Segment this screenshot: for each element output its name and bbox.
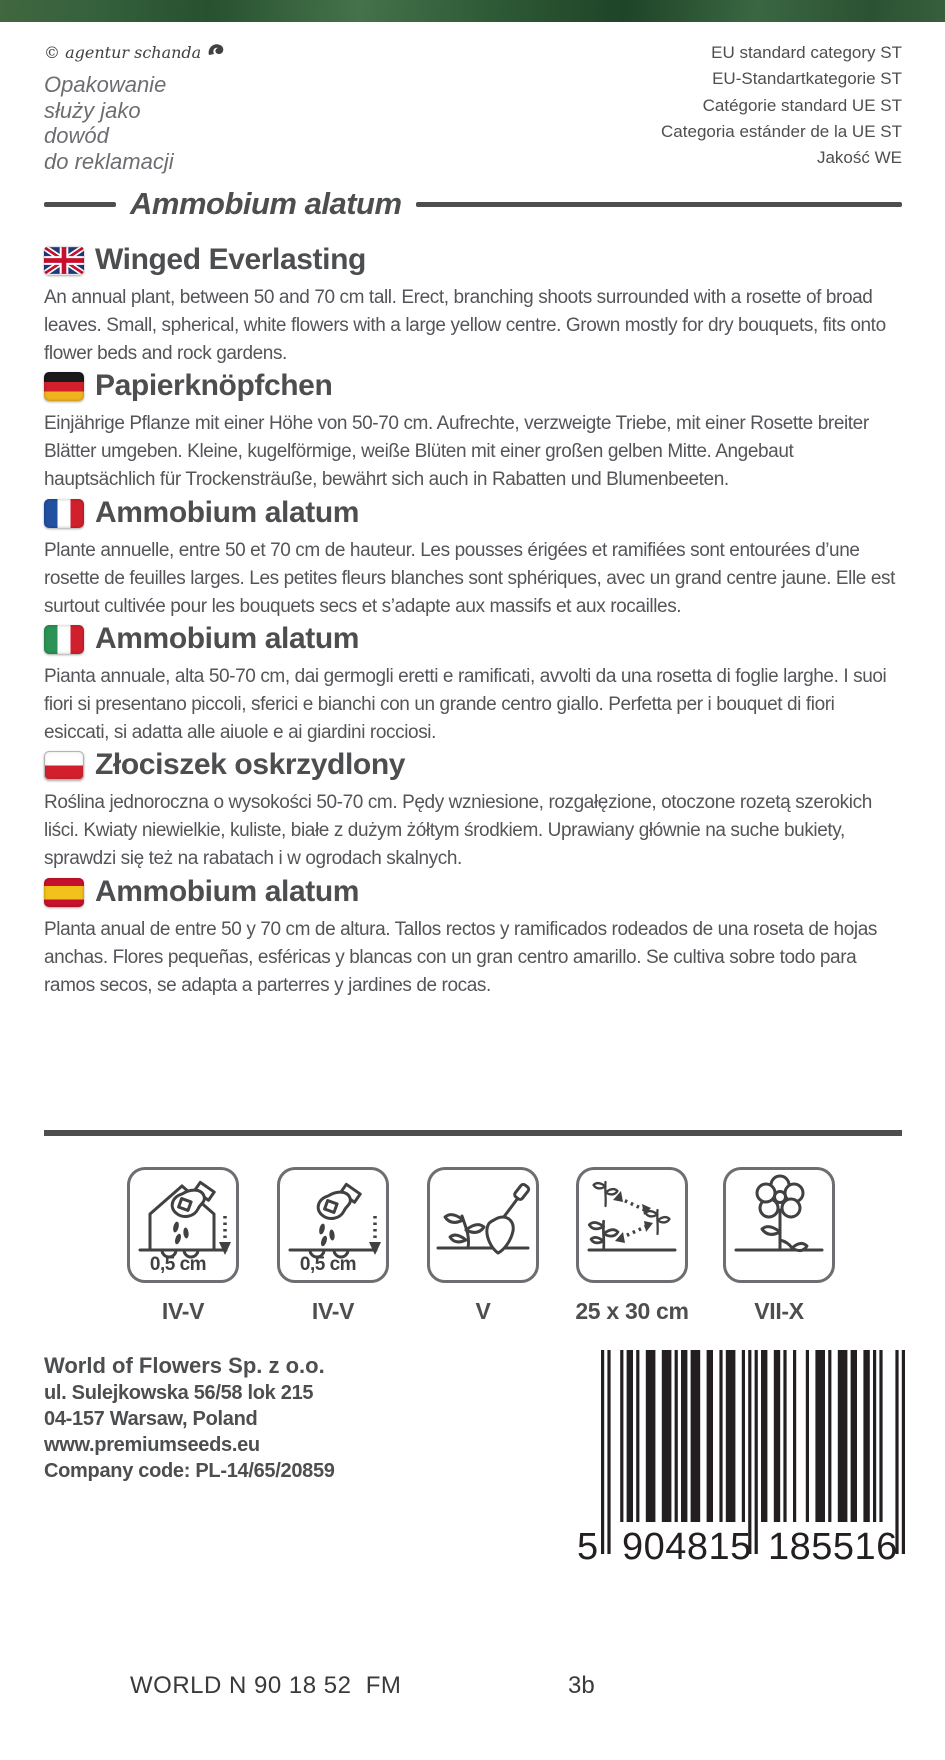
agency-credit-text: © agentur schanda xyxy=(44,42,202,62)
section-spanish xyxy=(44,876,902,1000)
section-text: Pianta annuale, alta 50-70 cm, dai germogli eretti e ramificati, avvolti da una rosetta di foglie larghe. I suoi fiori si presentano piccoli, sferici e bianchi con un grande centro giallo. Perfetta per i bouquet di fiori esiccati, si adatta alle aiuole e ai giardini rocciosi. xyxy=(44,666,887,743)
section-italian xyxy=(44,623,902,747)
company-website: www.premiumseeds.eu xyxy=(44,1434,260,1456)
pictogram-label: VII-X xyxy=(754,1298,804,1324)
pictogram-label: IV-V xyxy=(161,1298,205,1324)
sowing-depth-label: 0,5 cm xyxy=(149,1254,207,1275)
poland-flag-icon xyxy=(44,751,84,780)
italy-flag-icon xyxy=(44,625,84,654)
claim-line: służy jako xyxy=(44,97,141,123)
company-street: ul. Sulejkowska 56/58 lok 215 xyxy=(44,1382,314,1404)
claim-line: dowód xyxy=(44,123,109,148)
section-english xyxy=(44,244,902,368)
pictogram-label: 25 x 30 cm xyxy=(575,1298,689,1324)
company-code: Company code: PL-14/65/20859 xyxy=(44,1460,335,1482)
sowing-depth-label: 0,5 cm xyxy=(299,1254,357,1275)
section-heading-row xyxy=(44,876,902,908)
agency-credit xyxy=(44,42,225,62)
title-rule-right xyxy=(416,202,902,207)
section-heading-row xyxy=(44,623,902,655)
section-heading-row xyxy=(44,370,902,402)
schanda-logo-icon xyxy=(207,42,225,62)
pictogram-label: V xyxy=(475,1298,491,1324)
ean13-barcode xyxy=(601,1350,905,1554)
section-divider-rule xyxy=(44,1130,902,1136)
barcode-digit-group: 5 xyxy=(577,1526,599,1568)
germany-flag-icon xyxy=(44,372,84,401)
section-french xyxy=(44,497,902,621)
eu-category-block xyxy=(661,40,902,171)
section-heading: Złociszek oskrzydlony xyxy=(95,748,406,781)
section-heading-row xyxy=(44,749,902,781)
packet-code: 3b xyxy=(568,1672,595,1699)
claim-line: do reklamacji xyxy=(44,148,174,174)
section-heading: Papierknöpfchen xyxy=(95,369,333,402)
company-name: World of Flowers Sp. z o.o. xyxy=(44,1353,325,1378)
section-text: Einjährige Pflanze mit einer Höhe von 50-70 cm. Aufrechte, verzweigte Triebe, mit einer Rosette breiter Blätter umgeben. Kleine, kugelförmige, weiße Blüten mit einer großen gelben Mitte. Angebaut hauptsächlich für Trockensträuße, bewährt sich auch in Rabatten und Blumenbeeten. xyxy=(44,413,869,490)
section-heading-row xyxy=(44,244,902,276)
section-text: Plante annuelle, entre 50 et 70 cm de hauteur. Les pousses érigées et ramifiées sont entourées d’une rosette de feuilles larges. Les petites fleurs blanches sont sphériques, avec un grand centre jaune. Elle est surtout cultivée pour les bouquets secs et s’adapte aux massifs et aux rocailles. xyxy=(44,540,895,617)
barcode-digit-group: 185516 xyxy=(768,1526,898,1568)
section-polish xyxy=(44,749,902,873)
barcode-digit-group: 904815 xyxy=(622,1526,752,1568)
batch-number: WORLD N 90 18 52 FM xyxy=(130,1672,402,1699)
section-text: An annual plant, between 50 and 70 cm tall. Erect, branching shoots surrounded with a rosette of broad leaves. Small, spherical, white flowers with a large yellow centre. Grown mostly for dry bouquets, fits onto flower beds and rock gardens. xyxy=(44,287,886,364)
species-title: Ammobium alatum xyxy=(130,186,402,221)
section-heading: Winged Everlasting xyxy=(95,243,366,276)
section-heading: Ammobium alatum xyxy=(95,875,360,908)
section-text: Roślina jednoroczna o wysokości 50-70 cm. Pędy wzniesione, rozgałęzione, otoczone rozetą szerokich liści. Kwiaty niewielkie, kuliste, białe z dużym żółtym środkiem. Uprawiany głównie na suche bukiety, sprawdzi się też na rabatach i w ogrodach skalnych. xyxy=(44,792,872,869)
section-text: Planta anual de entre 50 y 70 cm de altura. Tallos rectos y ramificados rodeados de una roseta de hojas anchas. Flores pequeñas, esféricas y blancas con un gran centro amarillo. Se cultiva sobre todo para ramos secos, se adapta a parterres y jardines de rocas. xyxy=(44,919,877,996)
spain-flag-icon xyxy=(44,878,84,907)
packaging-claim xyxy=(44,72,174,174)
eu-category-line: Jakość WE xyxy=(816,148,902,168)
section-heading: Ammobium alatum xyxy=(95,496,360,529)
section-german xyxy=(44,370,902,494)
flowering-period-icon xyxy=(723,1167,835,1283)
species-title-row xyxy=(44,186,902,222)
foliage-photo-strip xyxy=(0,0,945,22)
section-heading-row xyxy=(44,497,902,529)
transplant-icon xyxy=(427,1167,539,1283)
plant-spacing-icon xyxy=(576,1167,688,1283)
title-rule-left xyxy=(44,202,116,207)
claim-line: Opakowanie xyxy=(44,72,167,97)
united-kingdom-flag-icon xyxy=(44,246,84,275)
company-address-block xyxy=(44,1352,335,1484)
eu-category-line: EU-Standartkategorie ST xyxy=(712,69,902,89)
eu-category-line: Catégorie standard UE ST xyxy=(702,95,902,115)
france-flag-icon xyxy=(44,499,84,528)
eu-category-line: Categoria estánder de la UE ST xyxy=(661,121,902,141)
section-heading: Ammobium alatum xyxy=(95,622,360,655)
eu-category-line: EU standard category ST xyxy=(711,43,902,62)
company-city: 04-157 Warsaw, Poland xyxy=(44,1408,258,1430)
sow-under-cover-icon xyxy=(127,1167,239,1283)
sow-direct-icon xyxy=(277,1167,389,1283)
pictogram-label: IV-V xyxy=(311,1298,355,1324)
